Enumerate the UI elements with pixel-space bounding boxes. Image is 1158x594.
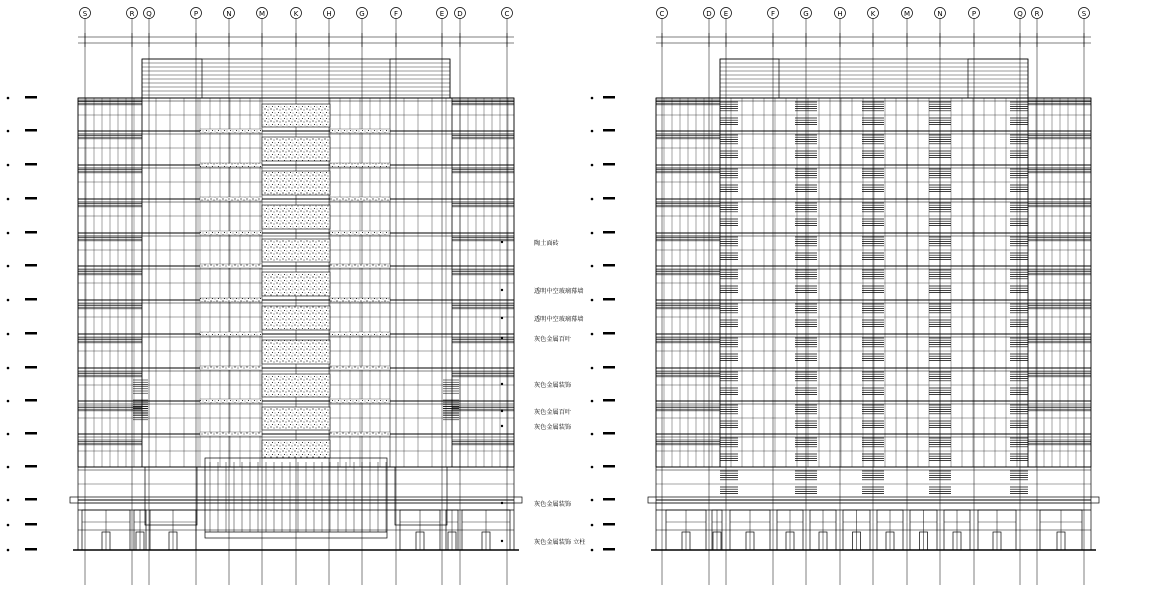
level-marker-tag (603, 498, 615, 501)
level-marker-tag (603, 332, 615, 335)
level-marker-tag (603, 96, 615, 99)
level-marker-dot (7, 367, 10, 370)
level-marker-dot (591, 265, 594, 268)
stone-panel (262, 374, 330, 397)
stone-strip (200, 163, 262, 167)
right-axis-N (935, 8, 946, 19)
stone-strip (330, 231, 390, 235)
level-marker-tag (25, 298, 37, 301)
stone-panel (262, 205, 330, 229)
level-marker-dot (7, 97, 10, 100)
level-marker-tag (25, 399, 37, 402)
wing-frame (452, 98, 514, 467)
axis-bubble-label: K (870, 10, 876, 18)
level-marker-tag (603, 163, 615, 166)
right-axis-H (835, 8, 846, 19)
stone-panel (262, 104, 330, 127)
left-axis-N (224, 8, 235, 19)
stone-strip (330, 163, 390, 167)
stone-strip (200, 129, 262, 133)
level-marker-tag (25, 163, 37, 166)
left-elevation (70, 18, 522, 585)
level-marker-tag (25, 129, 37, 132)
right-axis-Q (1015, 8, 1026, 19)
left-axis-K (291, 8, 302, 19)
stone-strip (200, 432, 262, 436)
annotation-text: 灰色金属装饰 (534, 424, 572, 431)
annotation-text: 透明中空玻璃幕墙 (534, 288, 584, 295)
axis-bubble-label: C (504, 10, 510, 18)
level-marker-tag (603, 432, 615, 435)
stone-strip (330, 366, 390, 370)
stone-strip (330, 332, 390, 336)
stone-panel (262, 407, 330, 430)
stone-panel (262, 440, 330, 458)
annotation-text: 灰色金属百叶 (534, 336, 572, 343)
penthouse-frame (142, 59, 202, 98)
level-marker-tag (25, 264, 37, 267)
level-marker-dot (591, 164, 594, 167)
left-axis-F (391, 8, 402, 19)
level-marker-dot (591, 499, 594, 502)
stone-strip (330, 264, 390, 268)
level-marker-dot (591, 367, 594, 370)
level-marker-tag (603, 523, 615, 526)
annotation-text: 灰色金属装饰 (534, 501, 572, 508)
right-axis-M (902, 8, 913, 19)
axis-bubble-label: N (937, 10, 943, 18)
left-axis-S (80, 8, 91, 19)
axis-bubble-label: R (1034, 10, 1040, 18)
level-marker-dot (591, 524, 594, 527)
level-marker-tag (603, 129, 615, 132)
level-marker-tag (25, 465, 37, 468)
axis-bubble-label: D (457, 10, 463, 18)
axis-bubble-label: R (129, 10, 135, 18)
right-axis-F (768, 8, 779, 19)
axis-bubble-label: M (903, 10, 911, 18)
level-marker-tag (25, 197, 37, 200)
stone-panel (262, 171, 330, 195)
annotation-8 (330, 500, 572, 508)
leader-dot (501, 383, 503, 385)
axis-bubble-label: H (837, 10, 843, 18)
axis-bubble-label: K (293, 10, 299, 18)
stone-strip (200, 197, 262, 201)
level-marker-tag (25, 498, 37, 501)
axis-bubble-label: F (393, 10, 399, 18)
level-marker-dot (7, 466, 10, 469)
right-axis-P (969, 8, 980, 19)
axis-bubble-label: N (226, 10, 232, 18)
level-marker-tag (603, 366, 615, 369)
level-marker-tag (603, 197, 615, 200)
penthouse-frame (390, 59, 450, 98)
level-marker-dot (7, 265, 10, 268)
level-marker-tag (603, 264, 615, 267)
leader-dot (501, 540, 503, 542)
level-marker-dot (7, 499, 10, 502)
level-marker-dot (591, 333, 594, 336)
stone-strip (200, 264, 262, 268)
annotation-4 (330, 335, 572, 343)
annotation-text: 陶土面砖 (534, 240, 559, 247)
stone-panel (262, 137, 330, 161)
axis-bubble-label: P (971, 10, 977, 18)
right-axis-G (801, 8, 812, 19)
building-outline (656, 98, 1091, 550)
leader-dot (501, 241, 503, 243)
axis-bubble-label: S (82, 10, 88, 18)
leader-dot (501, 410, 503, 412)
left-axis-C (502, 8, 513, 19)
left-axis-R (127, 8, 138, 19)
axis-bubble-label: E (723, 10, 729, 18)
leader-dot (501, 425, 503, 427)
leader-dot (501, 502, 503, 504)
wing-frame (1028, 98, 1091, 467)
level-marker-tag (25, 231, 37, 234)
level-marker-tag (603, 399, 615, 402)
level-marker-tag (25, 332, 37, 335)
stone-panel (262, 272, 330, 296)
axis-bubble-label: M (258, 10, 266, 18)
penthouse-frame (720, 59, 779, 98)
axis-bubbles (7, 8, 1090, 556)
right-axis-E (721, 8, 732, 19)
level-marker-tag (25, 523, 37, 526)
annotation-text: 灰色金属装饰 立柱 (534, 539, 586, 546)
stone-panel (262, 239, 330, 262)
right-axis-S (1079, 8, 1090, 19)
axis-bubble-label: D (706, 10, 712, 18)
annotation-text: 灰色金属百叶 (534, 409, 572, 416)
leader-dot (501, 317, 503, 319)
annotation-text: 灰色金属装饰 (534, 382, 572, 389)
level-marker-dot (7, 333, 10, 336)
left-axis-E (437, 8, 448, 19)
level-marker-dot (591, 400, 594, 403)
level-marker-dot (591, 97, 594, 100)
entrance-void (145, 467, 197, 525)
axis-bubble-label: G (359, 10, 365, 18)
level-marker-dot (7, 433, 10, 436)
leader-dot (501, 337, 503, 339)
level-marker-dot (7, 299, 10, 302)
stone-strip (330, 298, 390, 302)
stone-strip (200, 298, 262, 302)
stone-strip (200, 332, 262, 336)
stone-strip (330, 399, 390, 403)
right-axis-D (704, 8, 715, 19)
stone-strip (200, 231, 262, 235)
level-marker-dot (7, 130, 10, 133)
level-marker-tag (25, 432, 37, 435)
level-marker-tag (25, 548, 37, 551)
axis-bubble-label: H (326, 10, 332, 18)
left-axis-Q (144, 8, 155, 19)
annotation-7 (330, 423, 572, 431)
level-marker-tag (603, 465, 615, 468)
level-marker-dot (7, 164, 10, 167)
left-axis-P (191, 8, 202, 19)
left-axis-H (324, 8, 335, 19)
level-marker-dot (591, 130, 594, 133)
annotation-text: 透明中空玻璃幕墙 (534, 316, 584, 323)
axis-bubble-label: C (659, 10, 665, 18)
stone-strip (200, 366, 262, 370)
right-elevation (648, 18, 1099, 585)
level-marker-dot (7, 549, 10, 552)
stone-strip (330, 129, 390, 133)
level-marker-dot (7, 198, 10, 201)
stone-panel (262, 306, 330, 330)
penthouse-frame (968, 59, 1028, 98)
axis-bubble-label: G (803, 10, 809, 18)
left-axis-M (257, 8, 268, 19)
level-marker-dot (591, 433, 594, 436)
level-marker-dot (591, 232, 594, 235)
level-marker-dot (7, 232, 10, 235)
level-marker-dot (591, 549, 594, 552)
annotation-1 (330, 239, 559, 247)
right-axis-K (868, 8, 879, 19)
annotation-2 (330, 287, 584, 295)
right-axis-C (657, 8, 668, 19)
level-marker-tag (603, 298, 615, 301)
entrance-void (395, 467, 447, 525)
roof-parapet (720, 59, 1028, 98)
axis-bubble-label: F (770, 10, 776, 18)
axis-bubble-label: S (1081, 10, 1087, 18)
level-marker-tag (603, 548, 615, 551)
level-marker-dot (7, 400, 10, 403)
level-marker-dot (591, 299, 594, 302)
annotation-3 (330, 315, 584, 323)
axis-bubble-label: P (193, 10, 199, 18)
axis-bubble-label: Q (146, 10, 152, 18)
level-marker-tag (25, 96, 37, 99)
left-axis-D (455, 8, 466, 19)
stone-strip (200, 399, 262, 403)
axis-bubble-label: Q (1017, 10, 1023, 18)
level-marker-tag (25, 366, 37, 369)
stone-panel (262, 340, 330, 364)
stone-strip (330, 197, 390, 201)
left-axis-G (357, 8, 368, 19)
axis-bubble-label: E (439, 10, 445, 18)
stone-strip (330, 432, 390, 436)
level-marker-dot (7, 524, 10, 527)
level-marker-tag (603, 231, 615, 234)
leader-dot (501, 289, 503, 291)
level-marker-dot (591, 198, 594, 201)
level-marker-dot (591, 466, 594, 469)
right-axis-R (1032, 8, 1043, 19)
